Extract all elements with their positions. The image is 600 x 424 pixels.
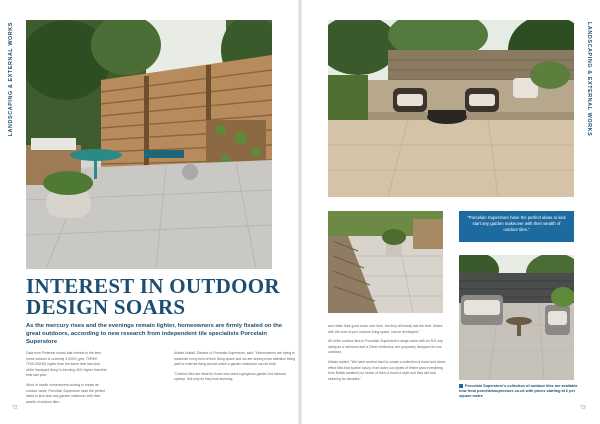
body-paragraph: Word of mouth homeowners looking to create an outdoor oasis, Porcelain Superstore have the perfect ideas to kick start any garden makeover with their wealth of outdoor tiles. — [26, 382, 106, 404]
caption-text: Porcelain Superstore's collection of outdoor tiles are available now from porcelainsuperstore.co.uk with prices starting at £ per square metre — [459, 384, 578, 399]
page-number-right: 73 — [580, 405, 586, 411]
body-paragraph: Alistair added: "We have worked hard to curate a collection of wood and stone-effect tiles that soothe luxury, from outer-sun styles of timbre (and everything from British-weather) so hence of them a much a style and they will look stunning for decades." — [328, 359, 447, 381]
section-label-left: LANDSCAPING & EXTERNAL WORKS — [8, 22, 14, 137]
body-paragraph: Alistair Nuttall, Director of Porcelain Superstore, said: "Homeowners are trying to maximise every inch of their living space and we are seeing more attention being paid to external living around which a garden makeover can be built. — [174, 351, 296, 367]
photo-caption — [459, 384, 579, 400]
tiled-garden-photo — [328, 211, 443, 313]
garden-seating-photo — [459, 255, 574, 380]
page-number-left: 72 — [12, 405, 18, 411]
body-paragraph: and retain their good looks over time, but they will easily last the time. Mixed with the look of your outdoor living space, can be developed." — [328, 324, 443, 334]
article-standfirst: As the mercury rises and the evenings remain lighter, homeowners are firmly fixated on the great outdoors, according to new research from independent tile specialists Porcelain Superstore — [26, 323, 282, 345]
headline-line-1: INTEREST IN OUTDOOR — [26, 274, 280, 298]
magazine-spine — [298, 0, 302, 424]
section-label-right: LANDSCAPING & EXTERNAL WORKS — [586, 22, 592, 137]
sunken-patio-photo — [328, 20, 574, 197]
body-paragraph: Data from Pinterest shows that interest in the term home outdoor is currently 3,000% (yes, THREE THOUSAND) higher than the same time last year while 'backyard living' is trending 40% higher than this time last year. — [26, 351, 107, 378]
patio-fence-photo — [26, 20, 272, 269]
article-headline — [26, 276, 296, 318]
pull-quote-box: "Porcelain Superstore have the perfect ideas to kick start any garden makeover with their wealth of outdoor tiles." — [459, 211, 574, 242]
headline-line-2: DESIGN SOARS — [26, 295, 186, 319]
body-column-2 — [174, 351, 296, 387]
body-column-3 — [328, 324, 448, 386]
caption-bullet-icon — [459, 384, 463, 388]
body-column-1 — [26, 351, 108, 409]
body-paragraph: All of the outdoor tiles in Porcelain Superstore's range come with an R11 slip rating as a minimum and a 20mm thickness, are purposely designed for use outdoors. — [328, 339, 443, 355]
body-paragraph: "Outdoor tiles are ideal for those who want a gorgeous garden but minimal upkeep. Not only do they look stunning — [174, 371, 286, 382]
